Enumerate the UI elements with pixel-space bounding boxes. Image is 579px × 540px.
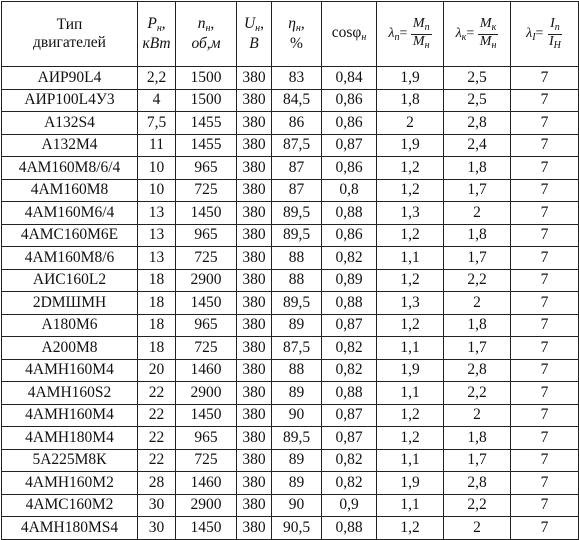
cell-voltage: 380 (237, 89, 272, 112)
header-lambda-p-symbol: λ (388, 26, 395, 42)
cell-speed: 965 (176, 157, 237, 180)
cell-lambda-p: 1,2 (377, 427, 444, 450)
cell-lambda-k: 1,7 (444, 247, 511, 270)
cell-lambda-i: 7 (511, 517, 579, 540)
cell-cos-phi: 0,86 (322, 157, 377, 180)
table-row (2, 472, 579, 495)
cell-voltage: 380 (237, 449, 272, 472)
cell-voltage: 380 (237, 382, 272, 405)
cell-type: 4АМ160М8/6/4 (2, 157, 138, 180)
cell-efficiency: 87,5 (272, 134, 322, 157)
cell-power: 22 (138, 449, 176, 472)
cell-lambda-p: 1,2 (377, 157, 444, 180)
cell-lambda-i: 7 (511, 67, 579, 90)
header-cos-phi (322, 2, 377, 67)
cell-lambda-p: 1,9 (377, 134, 444, 157)
cell-cos-phi: 0,82 (322, 337, 377, 360)
table-row (2, 67, 579, 90)
cell-power: 10 (138, 179, 176, 202)
cell-cos-phi: 0,89 (322, 269, 377, 292)
cell-cos-phi: 0,8 (322, 179, 377, 202)
cell-efficiency: 83 (272, 67, 322, 90)
table-row (2, 404, 579, 427)
cell-speed: 1460 (176, 472, 237, 495)
cell-lambda-p: 1,9 (377, 472, 444, 495)
cell-speed: 965 (176, 314, 237, 337)
cell-type: 5А225М8К (2, 449, 138, 472)
cell-cos-phi: 0,82 (322, 472, 377, 495)
cell-type: 2DМШМН (2, 292, 138, 315)
cell-type: 4АМС160М6Е (2, 224, 138, 247)
header-lambda-k-fraction (478, 17, 499, 51)
cell-voltage: 380 (237, 179, 272, 202)
cell-voltage: 380 (237, 112, 272, 135)
cell-efficiency: 88 (272, 247, 322, 270)
cell-lambda-p: 1,2 (377, 224, 444, 247)
header-voltage-unit: B (249, 34, 259, 52)
cell-cos-phi: 0,86 (322, 112, 377, 135)
cell-power: 30 (138, 517, 176, 540)
cell-lambda-i: 7 (511, 179, 579, 202)
cell-power: 18 (138, 292, 176, 315)
cell-cos-phi: 0,88 (322, 202, 377, 225)
cell-speed: 1450 (176, 517, 237, 540)
cell-power: 11 (138, 134, 176, 157)
cell-power: 20 (138, 359, 176, 382)
cell-type: 4АМ160М6/4 (2, 202, 138, 225)
cell-lambda-p: 1,2 (377, 404, 444, 427)
cell-efficiency: 89 (272, 382, 322, 405)
header-voltage-symbol: U (243, 15, 256, 33)
table-row (2, 292, 579, 315)
cell-efficiency: 86 (272, 112, 322, 135)
cell-voltage: 380 (237, 337, 272, 360)
cell-efficiency: 87 (272, 157, 322, 180)
cell-lambda-p: 1,2 (377, 269, 444, 292)
cell-lambda-k: 2,4 (444, 134, 511, 157)
cell-voltage: 380 (237, 517, 272, 540)
header-eff-symbol: η (288, 15, 296, 33)
header-lambda-p: $\lambda_п=$ $\frac{M_п}{M_н}$ (377, 2, 444, 67)
cell-lambda-k: 1,7 (444, 179, 511, 202)
cell-efficiency: 89,5 (272, 292, 322, 315)
header-power: $P_н$, кВт (138, 2, 176, 67)
cell-voltage: 380 (237, 314, 272, 337)
cell-cos-phi: 0,82 (322, 449, 377, 472)
header-lambda-k-symbol: λ (455, 26, 462, 42)
cell-cos-phi: 0,87 (322, 314, 377, 337)
cell-speed: 1460 (176, 359, 237, 382)
table-row (2, 157, 579, 180)
cell-voltage: 380 (237, 224, 272, 247)
table-row (2, 112, 579, 135)
header-lambda-k-den: M (479, 33, 492, 49)
cell-cos-phi: 0,86 (322, 89, 377, 112)
cell-speed: 725 (176, 337, 237, 360)
header-speed: $n_н$, об,м (176, 2, 237, 67)
header-efficiency: $\eta_н$, % (272, 2, 322, 67)
cell-power: 22 (138, 427, 176, 450)
cell-speed: 725 (176, 179, 237, 202)
table-row (2, 224, 579, 247)
header-lambda-p-num: M (412, 16, 425, 31)
cell-efficiency: 90 (272, 494, 322, 517)
table-row (2, 269, 579, 292)
cell-power: 7,5 (138, 112, 176, 135)
cell-speed: 965 (176, 427, 237, 450)
cell-cos-phi: 0,87 (322, 404, 377, 427)
header-lambda-k-sub: к (461, 32, 467, 44)
cell-power: 30 (138, 494, 176, 517)
cell-efficiency: 88 (272, 359, 322, 382)
cell-cos-phi: 0,86 (322, 224, 377, 247)
cell-lambda-p: 1,9 (377, 67, 444, 90)
cell-power: 22 (138, 404, 176, 427)
header-power-symbol: P (147, 15, 157, 33)
cell-lambda-p: 1,2 (377, 517, 444, 540)
header-lambda-i-symbol: λ (526, 26, 533, 42)
cell-type: АИС160L2 (2, 269, 138, 292)
table-row (2, 314, 579, 337)
cell-lambda-i: 7 (511, 314, 579, 337)
cell-type: АИР100L4У3 (2, 89, 138, 112)
header-lambda-p-sub: п (394, 32, 400, 44)
cell-lambda-p: 1,2 (377, 179, 444, 202)
cell-speed: 725 (176, 449, 237, 472)
cell-power: 18 (138, 314, 176, 337)
cell-type: А132S4 (2, 112, 138, 135)
motor-specs-table (1, 1, 579, 540)
cell-power: 18 (138, 269, 176, 292)
cell-cos-phi: 0,82 (322, 247, 377, 270)
cell-voltage: 380 (237, 292, 272, 315)
cell-speed: 2900 (176, 494, 237, 517)
cell-efficiency: 90,5 (272, 517, 322, 540)
cell-lambda-p: 1,1 (377, 247, 444, 270)
cell-voltage: 380 (237, 157, 272, 180)
cell-lambda-p: 1,3 (377, 202, 444, 225)
table-body (2, 67, 579, 540)
cell-voltage: 380 (237, 472, 272, 495)
header-lambda-i-den-sub: H (553, 39, 561, 51)
cell-lambda-i: 7 (511, 112, 579, 135)
cell-lambda-i: 7 (511, 382, 579, 405)
header-type-line1: Тип (56, 16, 83, 34)
header-type-line2: двигателей (33, 34, 106, 51)
cell-speed: 1455 (176, 134, 237, 157)
cell-power: 2,2 (138, 67, 176, 90)
cell-lambda-i: 7 (511, 494, 579, 517)
cell-lambda-k: 1,7 (444, 449, 511, 472)
cell-lambda-k: 2 (444, 517, 511, 540)
header-eff-sub: н (295, 23, 301, 35)
table-row (2, 89, 579, 112)
cell-lambda-k: 2,5 (444, 89, 511, 112)
cell-cos-phi: 0,9 (322, 494, 377, 517)
cell-efficiency: 84,5 (272, 89, 322, 112)
cell-type: 4АМН160М2 (2, 472, 138, 495)
cell-efficiency: 90 (272, 404, 322, 427)
cell-lambda-p: 1,1 (377, 337, 444, 360)
cell-speed: 1450 (176, 404, 237, 427)
header-speed-symbol: n (197, 15, 206, 33)
cell-lambda-k: 2,8 (444, 472, 511, 495)
cell-efficiency: 89,5 (272, 202, 322, 225)
cell-cos-phi: 0,82 (322, 359, 377, 382)
cell-lambda-i: 7 (511, 337, 579, 360)
cell-speed: 1500 (176, 67, 237, 90)
cell-lambda-i: 7 (511, 247, 579, 270)
cell-lambda-k: 1,8 (444, 427, 511, 450)
table-row (2, 337, 579, 360)
cell-lambda-k: 2,2 (444, 269, 511, 292)
cell-type: 4АМН180М4 (2, 427, 138, 450)
cell-lambda-k: 1,8 (444, 314, 511, 337)
header-lambda-i-fraction (547, 17, 563, 51)
cell-lambda-i: 7 (511, 404, 579, 427)
table-row (2, 382, 579, 405)
header-lambda-k-den-sub: н (491, 39, 497, 51)
table-row (2, 494, 579, 517)
cell-lambda-i: 7 (511, 292, 579, 315)
cell-power: 28 (138, 472, 176, 495)
header-type (2, 2, 138, 67)
cell-speed: 1450 (176, 202, 237, 225)
cell-lambda-p: 2 (377, 112, 444, 135)
cell-type: А132М4 (2, 134, 138, 157)
cell-lambda-k: 1,8 (444, 157, 511, 180)
header-lambda-i-num-sub: п (554, 22, 560, 33)
cell-power: 13 (138, 224, 176, 247)
cell-lambda-i: 7 (511, 224, 579, 247)
cell-lambda-i: 7 (511, 134, 579, 157)
cell-cos-phi: 0,84 (322, 67, 377, 90)
cell-cos-phi: 0,87 (322, 134, 377, 157)
cell-lambda-k: 2,2 (444, 382, 511, 405)
cell-lambda-i: 7 (511, 89, 579, 112)
cell-power: 13 (138, 247, 176, 270)
cell-lambda-i: 7 (511, 157, 579, 180)
header-cos-sub: н (361, 32, 367, 44)
cell-type: А200М8 (2, 337, 138, 360)
header-lambda-i-den: I (548, 33, 554, 49)
cell-speed: 2900 (176, 382, 237, 405)
header-power-sub: н (156, 23, 162, 35)
cell-lambda-k: 2,2 (444, 494, 511, 517)
header-lambda-k: $\lambda_к=$ $\frac{M_к}{M_н}$ (444, 2, 511, 67)
cell-efficiency: 87,5 (272, 337, 322, 360)
cell-voltage: 380 (237, 202, 272, 225)
cell-lambda-i: 7 (511, 359, 579, 382)
header-speed-sub: н (205, 23, 211, 35)
cell-lambda-k: 1,7 (444, 337, 511, 360)
cell-cos-phi: 0,88 (322, 517, 377, 540)
header-lambda-p-den-sub: н (424, 39, 430, 51)
cell-speed: 965 (176, 224, 237, 247)
cell-lambda-p: 1,1 (377, 494, 444, 517)
cell-power: 10 (138, 157, 176, 180)
cell-voltage: 380 (237, 427, 272, 450)
cell-power: 18 (138, 337, 176, 360)
table-row (2, 517, 579, 540)
cell-lambda-p: 1,1 (377, 382, 444, 405)
header-lambda-k-num: M (479, 16, 492, 31)
cell-voltage: 380 (237, 404, 272, 427)
cell-type: 4АМ160М8/6 (2, 247, 138, 270)
cell-lambda-i: 7 (511, 269, 579, 292)
cell-power: 4 (138, 89, 176, 112)
cell-lambda-p: 1,2 (377, 314, 444, 337)
cell-lambda-i: 7 (511, 449, 579, 472)
header-speed-unit: об,м (191, 34, 221, 52)
cell-lambda-p: 1,1 (377, 449, 444, 472)
cell-voltage: 380 (237, 359, 272, 382)
cell-efficiency: 88 (272, 269, 322, 292)
cell-lambda-i: 7 (511, 472, 579, 495)
cell-cos-phi: 0,88 (322, 382, 377, 405)
table-row (2, 449, 579, 472)
cell-type: А180М6 (2, 314, 138, 337)
cell-type: 4АМС160М2 (2, 494, 138, 517)
cell-type: АИР90L4 (2, 67, 138, 90)
header-power-unit: кВт (142, 34, 171, 52)
header-voltage-sub: н (255, 23, 261, 35)
cell-efficiency: 89,5 (272, 427, 322, 450)
table-row (2, 179, 579, 202)
table-row (2, 359, 579, 382)
cell-cos-phi: 0,87 (322, 427, 377, 450)
cell-voltage: 380 (237, 269, 272, 292)
cell-speed: 1500 (176, 89, 237, 112)
cell-type: 4АМН160S2 (2, 382, 138, 405)
cell-speed: 725 (176, 247, 237, 270)
cell-lambda-p: 1,3 (377, 292, 444, 315)
cell-lambda-k: 2,8 (444, 359, 511, 382)
cell-lambda-k: 1,8 (444, 224, 511, 247)
header-lambda-i-sub: I (532, 32, 536, 44)
cell-lambda-k: 2,8 (444, 112, 511, 135)
cell-type: 4АМН160М4 (2, 359, 138, 382)
cell-lambda-k: 2,5 (444, 67, 511, 90)
header-lambda-i: $\lambda_I=$ $\frac{I_п}{I_H}$ (511, 2, 579, 67)
cell-efficiency: 89 (272, 449, 322, 472)
table-row (2, 247, 579, 270)
cell-voltage: 380 (237, 494, 272, 517)
cell-lambda-i: 7 (511, 202, 579, 225)
cell-lambda-k: 2 (444, 292, 511, 315)
cell-type: 4АМН160М4 (2, 404, 138, 427)
cell-type: 4АМ160М8 (2, 179, 138, 202)
header-lambda-p-fraction (411, 17, 432, 51)
header-lambda-p-den: M (412, 33, 425, 49)
cell-efficiency: 89 (272, 314, 322, 337)
cell-lambda-k: 2 (444, 404, 511, 427)
table-row (2, 202, 579, 225)
cell-voltage: 380 (237, 247, 272, 270)
cell-power: 22 (138, 382, 176, 405)
cell-lambda-p: 1,9 (377, 359, 444, 382)
cell-voltage: 380 (237, 134, 272, 157)
cell-voltage: 380 (237, 67, 272, 90)
cell-type: 4АМН180МS4 (2, 517, 138, 540)
cell-lambda-i: 7 (511, 427, 579, 450)
header-lambda-i-num: I (550, 16, 555, 31)
cell-cos-phi: 0,88 (322, 292, 377, 315)
cell-lambda-k: 2 (444, 202, 511, 225)
header-cos-text: cosφ (331, 24, 362, 42)
cell-speed: 1450 (176, 292, 237, 315)
header-row (2, 2, 579, 67)
cell-efficiency: 89,5 (272, 224, 322, 247)
table-row (2, 134, 579, 157)
cell-speed: 1455 (176, 112, 237, 135)
cell-speed: 2900 (176, 269, 237, 292)
header-lambda-p-num-sub: п (424, 22, 430, 33)
table-row (2, 427, 579, 450)
cell-power: 13 (138, 202, 176, 225)
cell-efficiency: 89 (272, 472, 322, 495)
header-voltage: $U_н$, B (237, 2, 272, 67)
cell-efficiency: 87 (272, 179, 322, 202)
header-eff-unit: % (290, 34, 303, 52)
header-lambda-k-num-sub: к (491, 22, 497, 33)
cell-lambda-p: 1,8 (377, 89, 444, 112)
